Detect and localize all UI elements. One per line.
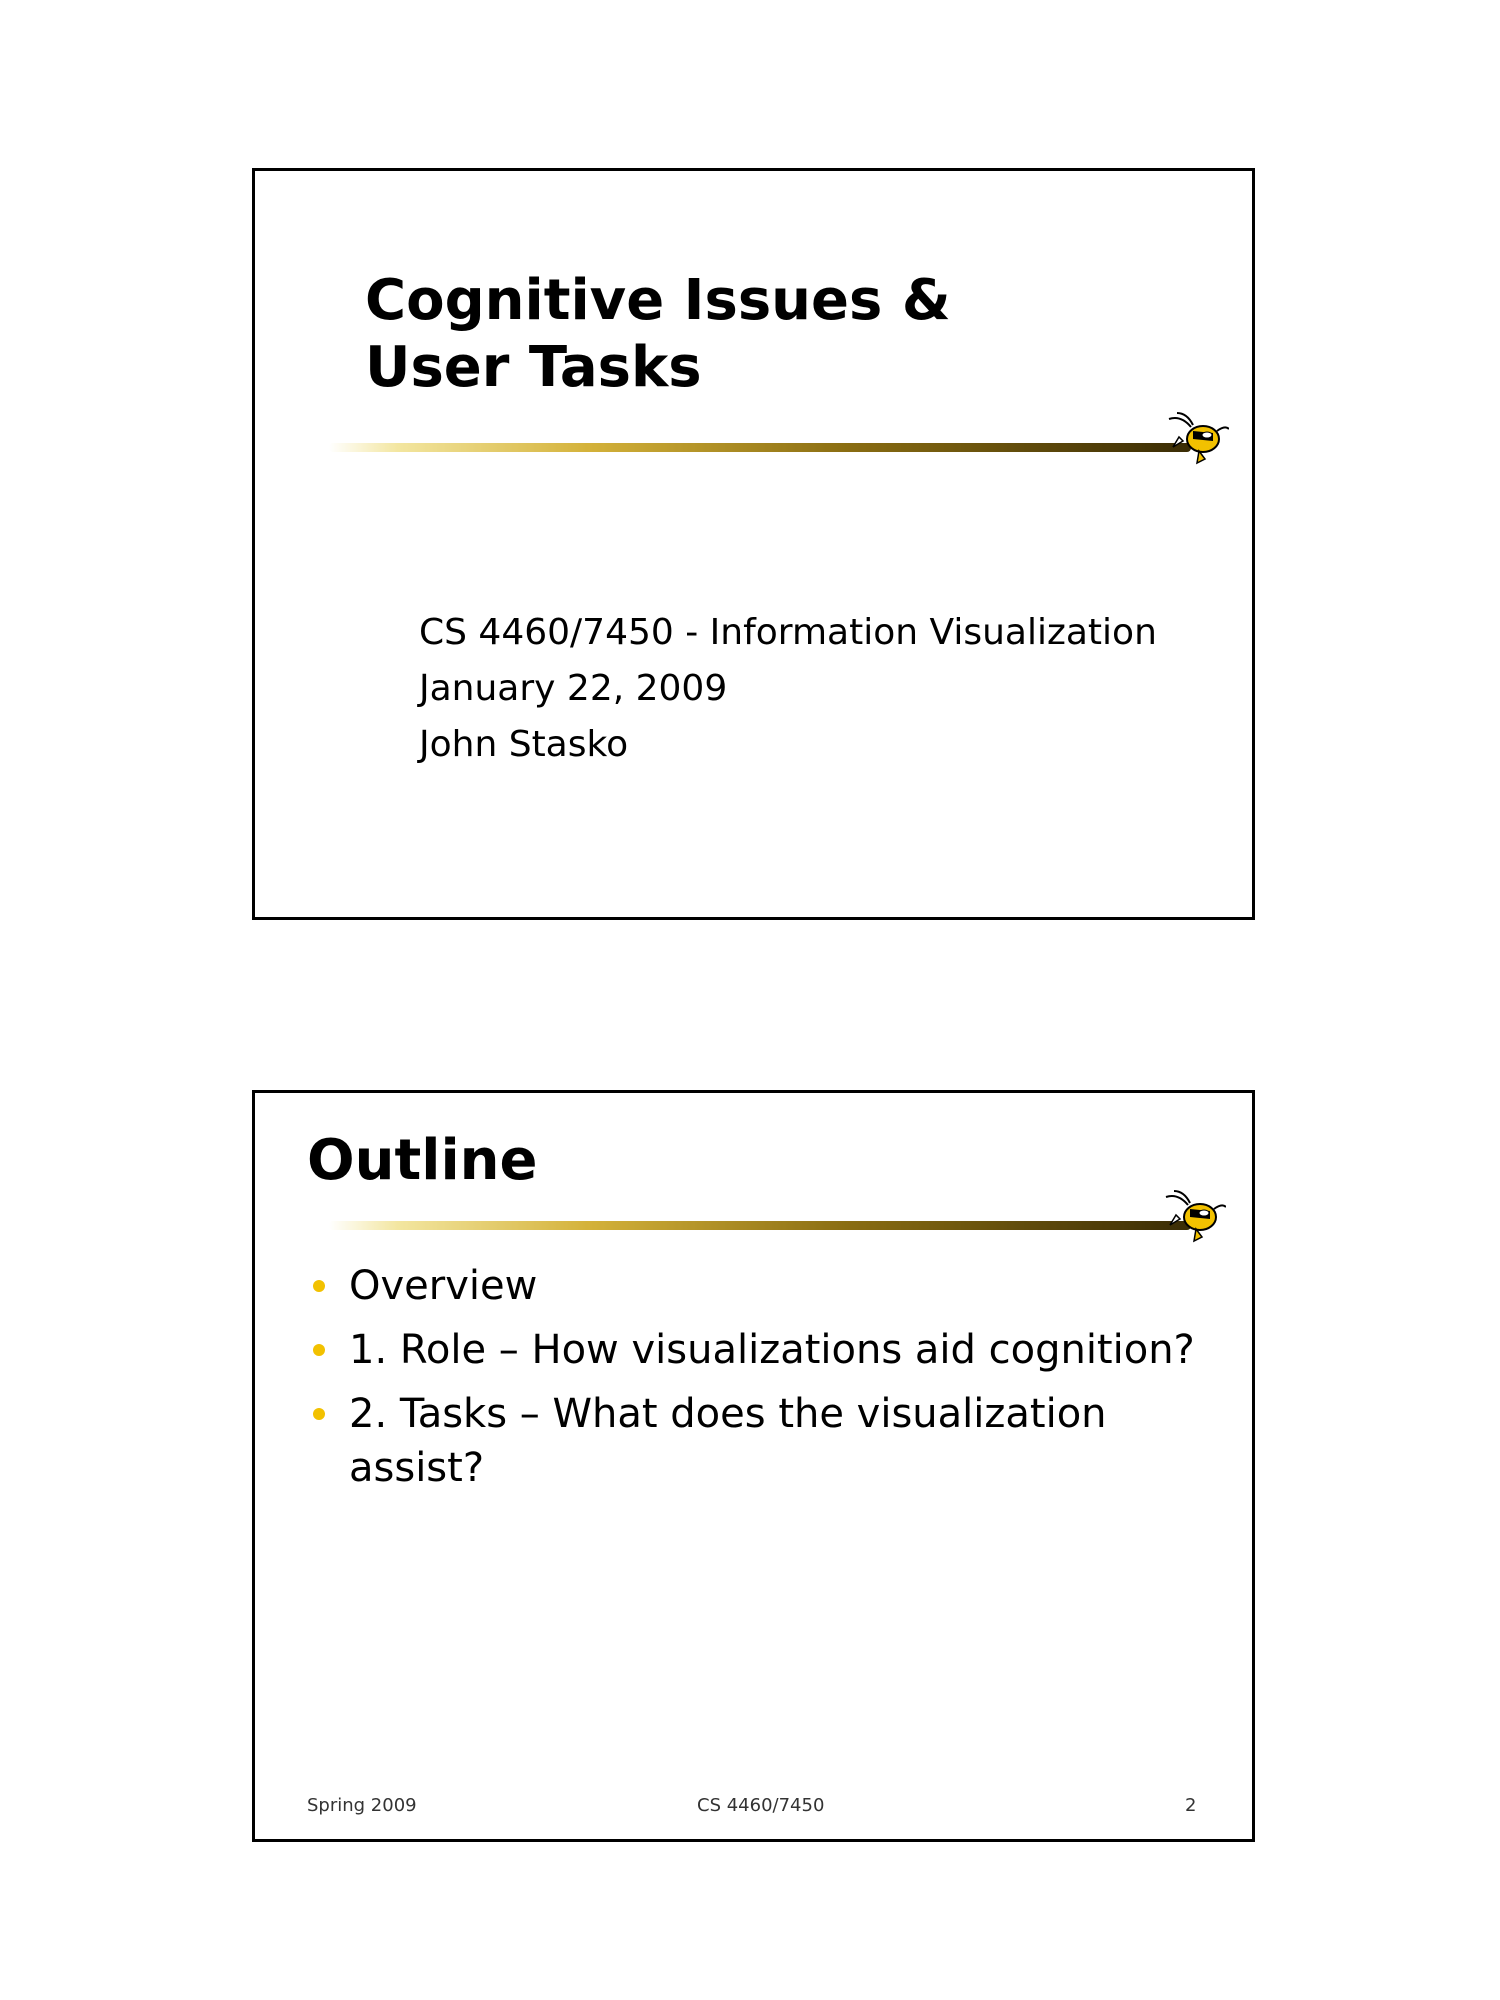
footer-term: Spring 2009 — [307, 1795, 417, 1816]
title-underline-rule — [329, 443, 1191, 452]
title-line-1: Cognitive Issues & — [365, 268, 951, 333]
bullet-text: 1. Role – How visualizations aid cognition? — [349, 1327, 1195, 1373]
bullet-text: Overview — [349, 1263, 538, 1309]
title-underline-rule — [329, 1221, 1191, 1230]
bullet-dot-icon — [313, 1408, 325, 1420]
yellow-jacket-mascot-icon — [1160, 1189, 1226, 1245]
bullet-dot-icon — [313, 1280, 325, 1292]
yellow-jacket-mascot-icon — [1163, 411, 1229, 467]
bullet-text: 2. Tasks – What does the visualization assist? — [349, 1391, 1107, 1491]
list-item — [309, 1323, 1229, 1377]
slide-title: Outline — [307, 1128, 538, 1193]
author-name: John Stasko — [419, 724, 629, 765]
course-name: CS 4460/7450 - Information Visualization — [419, 612, 1157, 653]
lecture-date: January 22, 2009 — [419, 668, 728, 709]
outline-bullet-list — [309, 1259, 1229, 1505]
list-item — [309, 1387, 1229, 1495]
slide-title — [365, 267, 951, 401]
outline-slide — [252, 1090, 1255, 1842]
footer-course: CS 4460/7450 — [697, 1795, 825, 1816]
list-item — [309, 1259, 1229, 1313]
bullet-dot-icon — [313, 1344, 325, 1356]
title-line-2: User Tasks — [365, 335, 702, 401]
title-slide-details — [419, 605, 1157, 773]
footer-page-number: 2 — [1185, 1795, 1197, 1816]
title-slide — [252, 168, 1255, 920]
